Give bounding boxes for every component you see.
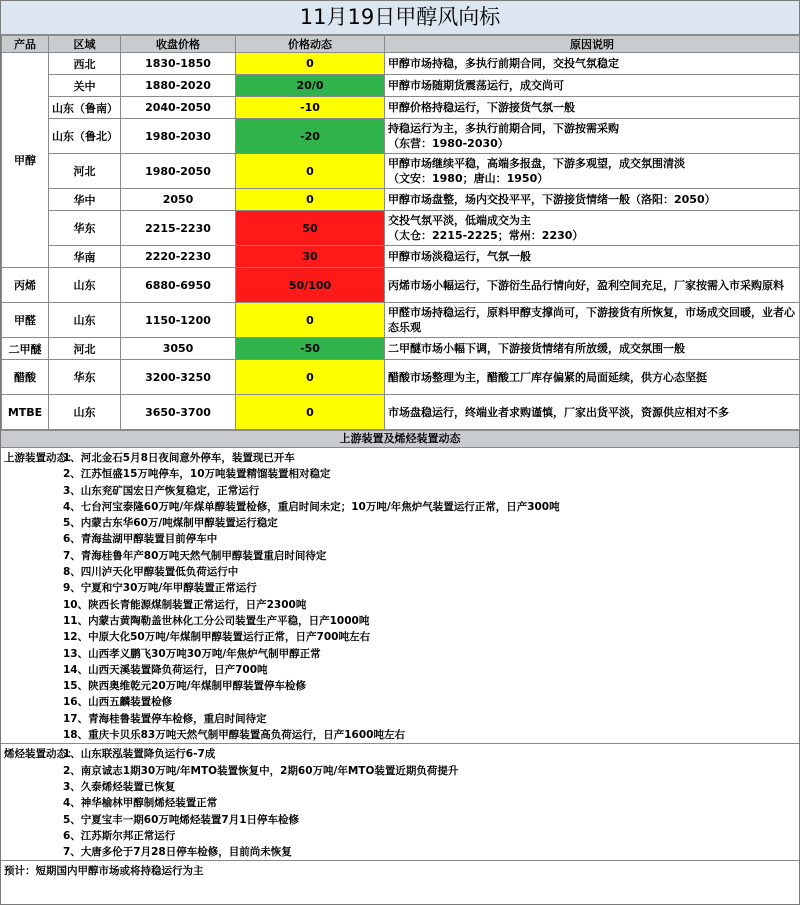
change-cell: 0 (236, 303, 385, 338)
change-cell: -10 (236, 97, 385, 119)
table-row (2, 395, 800, 430)
product-cell: 甲醇 (2, 53, 49, 268)
reason-line: （东营：1980-2030） (388, 137, 509, 150)
region-cell: 华南 (49, 246, 121, 268)
table-row (2, 53, 800, 75)
change-cell: 0 (236, 360, 385, 395)
price-cell: 6880-6950 (121, 268, 236, 303)
change-cell: 50 (236, 211, 385, 246)
list-item: 1、河北金石5月8日夜间意外停车，装置现已开车 (63, 452, 295, 464)
reason-line: 甲醇市场持稳，多执行前期合同，交投气氛稳定 (388, 57, 619, 70)
upstream-list (1, 448, 799, 743)
change-cell: 0 (236, 189, 385, 211)
reason-line: 甲醇市场随期货震荡运行，成交尚可 (388, 79, 564, 92)
reason-cell (385, 75, 800, 97)
header-region: 区域 (49, 36, 121, 53)
product-cell: 醋酸 (2, 360, 49, 395)
table-header-row (2, 36, 800, 53)
report-title: 11月19日甲醇风向标 (1, 1, 799, 35)
header-reason: 原因说明 (385, 36, 800, 53)
reason-line: 交投气氛平淡，低端成交为主 (388, 214, 531, 227)
price-cell: 1830-1850 (121, 53, 236, 75)
region-cell: 华中 (49, 189, 121, 211)
reason-cell (385, 360, 800, 395)
reason-cell (385, 268, 800, 303)
upstream-label: 上游装置动态： (4, 452, 78, 464)
table-body (2, 53, 800, 430)
reason-line: 持稳运行为主，多执行前期合同，下游按需采购 (388, 122, 619, 135)
price-cell: 3200-3250 (121, 360, 236, 395)
table-row (2, 189, 800, 211)
list-item: 4、神华榆林甲醇制烯烃装置正常 (63, 797, 218, 810)
price-cell: 2215-2230 (121, 211, 236, 246)
reason-line: 甲醇价格持稳运行，下游接货气氛一般 (388, 101, 575, 114)
reason-cell (385, 246, 800, 268)
list-item: 18、重庆卡贝乐83万吨天然气制甲醇装置高负荷运行，日产1600吨左右 (63, 729, 405, 742)
list-item: 4、七台河宝泰隆60万吨/年煤单醇装置检修，重启时间未定；10万吨/年焦炉气装置运行正常，日产300吨 (63, 500, 560, 513)
reason-line: 二甲醚市场小幅下调，下游接货情绪有所放缓，成交氛围一般 (388, 342, 685, 355)
change-cell: 0 (236, 53, 385, 75)
price-cell: 3050 (121, 338, 236, 360)
reason-line: 甲醇市场淡稳运行，气氛一般 (388, 250, 531, 263)
region-cell: 西北 (49, 53, 121, 75)
region-cell: 山东 (49, 268, 121, 303)
list-item: 7、大唐多伦于7月28日停车检修，目前尚未恢复 (63, 846, 292, 859)
forecast-text: 预计：短期国内甲醇市场或将持稳运行为主 (4, 865, 204, 878)
list-item: 10、陕西长青能源煤制装置正常运行，日产2300吨 (63, 598, 307, 611)
reason-line: 市场盘稳运行，终端业者求购谨慎，厂家出货平淡，资源供应相对不多 (388, 405, 729, 419)
change-cell: 0 (236, 154, 385, 189)
region-cell: 山东（鲁北） (49, 119, 121, 154)
list-item: 3、山东兖矿国宏日产恢复稳定，正常运行 (63, 484, 260, 497)
reason-cell (385, 303, 800, 338)
reason-cell (385, 211, 800, 246)
reason-cell (385, 97, 800, 119)
reason-line: 甲醇市场继续平稳，高端多报盘，下游多观望，成交氛围清淡 (388, 157, 685, 170)
reason-line: （太仓：2215-2225；常州：2230） (388, 229, 584, 242)
header-change: 价格动态 (236, 36, 385, 53)
price-cell: 1880-2020 (121, 75, 236, 97)
price-cell: 2220-2230 (121, 246, 236, 268)
price-cell: 2050 (121, 189, 236, 211)
list-item: 12、中原大化50万吨/年煤制甲醇装置运行正常，日产700吨左右 (63, 631, 370, 644)
table-row (2, 360, 800, 395)
reason-line: （文安：1980；唐山：1950） (388, 172, 549, 185)
list-item: 11、内蒙古黄陶勒盖世林化工分公司装置生产平稳，日产1000吨 (63, 614, 370, 627)
list-item: 3、久泰烯烃装置已恢复 (63, 780, 176, 793)
list-item: 17、青海桂鲁装置停车检修，重启时间待定 (63, 712, 267, 725)
upstream-block (1, 448, 799, 744)
reason-cell (385, 189, 800, 211)
list-item: 1、山东联泓装置降负运行6-7成 (63, 748, 216, 761)
reason-line: 丙烯市场小幅运行，下游衍生品行情向好，盈利空间充足，厂家按需入市采购原料 (388, 278, 784, 292)
change-cell: 30 (236, 246, 385, 268)
price-cell: 1980-2050 (121, 154, 236, 189)
region-cell: 河北 (49, 154, 121, 189)
list-item: 2、江苏恒盛15万吨停车，10万吨装置精馏装置相对稳定 (63, 468, 331, 481)
change-cell: 0 (236, 395, 385, 430)
table-row (2, 97, 800, 119)
price-table (1, 35, 800, 430)
list-item: 8、四川泸天化甲醇装置低负荷运行中 (63, 566, 239, 579)
price-cell: 1150-1200 (121, 303, 236, 338)
reason-cell (385, 53, 800, 75)
product-cell: 甲醛 (2, 303, 49, 338)
change-cell: 50/100 (236, 268, 385, 303)
list-item: 15、陕西奥维乾元20万吨/年煤制甲醇装置停车检修 (63, 680, 307, 693)
region-cell: 山东（鲁南） (49, 97, 121, 119)
table-row (2, 268, 800, 303)
list-item: 14、山西天溪装置降负荷运行，日产700吨 (63, 663, 268, 676)
reason-cell (385, 154, 800, 189)
product-cell: MTBE (2, 395, 49, 430)
reason-cell (385, 338, 800, 360)
table-row (2, 246, 800, 268)
olefin-label: 烯烃装置动态： (4, 748, 78, 761)
table-row (2, 119, 800, 154)
section-title: 上游装置及烯烃装置动态 (1, 430, 799, 448)
product-cell: 丙烯 (2, 268, 49, 303)
reason-line: 甲醛市场持稳运行，原料甲醇支撑尚可，下游接货有所恢复，市场成交回暖，业者心态乐观 (388, 306, 795, 334)
reason-line: 醋酸市场整理为主，醋酸工厂库存偏紧的局面延续，供方心态坚挺 (388, 370, 707, 384)
price-cell: 2040-2050 (121, 97, 236, 119)
region-cell: 华东 (49, 360, 121, 395)
reason-cell (385, 119, 800, 154)
header-price: 收盘价格 (121, 36, 236, 53)
list-item: 13、山西孝义鹏飞30万吨30万吨/年焦炉气制甲醇正常 (63, 647, 321, 660)
table-row (2, 75, 800, 97)
change-cell: -20 (236, 119, 385, 154)
table-row (2, 303, 800, 338)
list-item: 16、山西五麟装置检修 (63, 696, 173, 709)
price-cell: 1980-2030 (121, 119, 236, 154)
header-product: 产品 (2, 36, 49, 53)
region-cell: 河北 (49, 338, 121, 360)
list-item: 9、宁夏和宁30万吨/年甲醇装置正常运行 (63, 582, 257, 595)
price-cell: 3650-3700 (121, 395, 236, 430)
olefin-block (1, 744, 799, 861)
product-cell: 二甲醚 (2, 338, 49, 360)
region-cell: 山东 (49, 303, 121, 338)
list-item: 5、宁夏宝丰一期60万吨烯烃装置7月1日停车检修 (63, 813, 300, 826)
table-row (2, 338, 800, 360)
list-item: 2、南京诚志1期30万吨/年MTO装置恢复中，2期60万吨/年MTO装置近期负荷提升 (63, 764, 459, 777)
reason-line: 甲醇市场盘整，场内交投平平，下游接货情绪一般（洛阳：2050） (388, 193, 716, 206)
change-cell: -50 (236, 338, 385, 360)
list-item: 6、江苏斯尔邦正常运行 (63, 829, 176, 842)
olefin-list (1, 744, 799, 860)
table-row (2, 211, 800, 246)
reason-cell (385, 395, 800, 430)
list-item: 6、青海盐湖甲醇装置目前停车中 (63, 533, 218, 546)
region-cell: 山东 (49, 395, 121, 430)
list-item: 7、青海桂鲁年产80万吨天然气制甲醇装置重启时间待定 (63, 549, 327, 562)
region-cell: 关中 (49, 75, 121, 97)
region-cell: 华东 (49, 211, 121, 246)
table-row (2, 154, 800, 189)
change-cell: 20/0 (236, 75, 385, 97)
list-item: 5、内蒙古东华60万/吨煤制甲醇装置运行稳定 (63, 517, 278, 530)
